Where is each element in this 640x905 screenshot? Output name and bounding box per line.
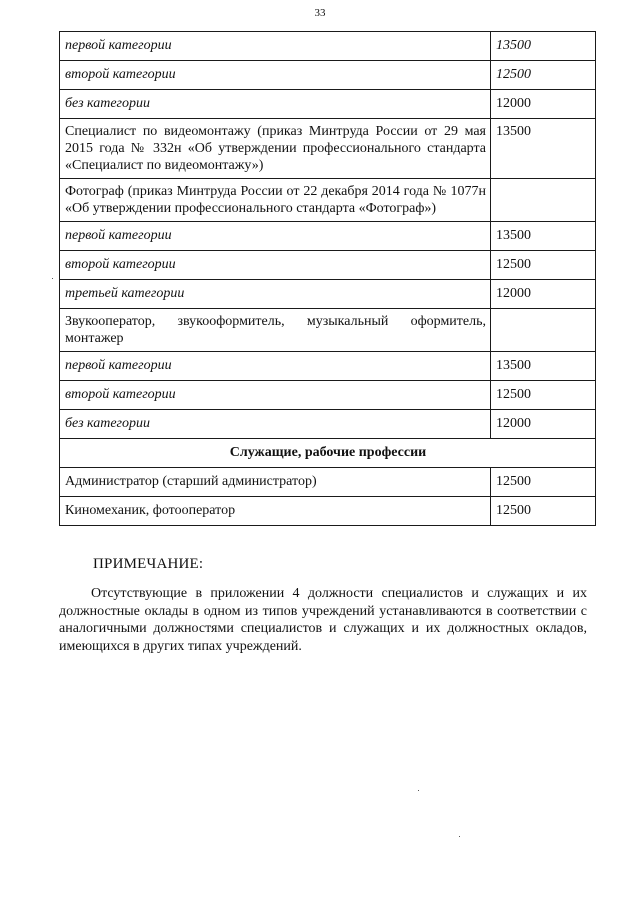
- section-row: [60, 439, 596, 468]
- salary-table-body: [60, 32, 596, 526]
- category-label: без категории: [60, 410, 491, 439]
- section-heading: Служащие, рабочие профессии: [60, 439, 596, 468]
- table-row: [60, 222, 596, 251]
- table-row: [60, 468, 596, 497]
- category-label: второй категории: [60, 61, 491, 90]
- position-name: Фотограф (приказ Минтруда России от 22 декабря 2014 года № 1077н «Об утверждении профессионального стандарта «Фотограф»): [60, 179, 491, 222]
- table-row: [60, 61, 596, 90]
- salary-value: 12500: [491, 251, 596, 280]
- table-row: [60, 179, 596, 222]
- salary-value: 13500: [491, 32, 596, 61]
- table-row: [60, 352, 596, 381]
- category-label: без категории: [60, 90, 491, 119]
- salary-value: 13500: [491, 119, 596, 179]
- salary-value: 12000: [491, 90, 596, 119]
- salary-value: 12000: [491, 410, 596, 439]
- category-label: второй категории: [60, 251, 491, 280]
- table-row: [60, 497, 596, 526]
- salary-value: [491, 309, 596, 352]
- page-number: 33: [314, 7, 326, 19]
- scan-speck: [459, 836, 460, 837]
- scan-speck: [52, 278, 53, 279]
- category-label: второй категории: [60, 381, 491, 410]
- table-row: [60, 251, 596, 280]
- position-name: Киномеханик, фотооператор: [60, 497, 491, 526]
- salary-value: 13500: [491, 352, 596, 381]
- table-row: [60, 32, 596, 61]
- salary-table: [59, 31, 596, 526]
- salary-value: 12000: [491, 280, 596, 309]
- scan-speck: [418, 790, 419, 791]
- table-row: [60, 119, 596, 179]
- note-text: Отсутствующие в приложении 4 должности специалистов и служащих и их должностные оклады в одном из типов учреждений устанавливаются в соответствии с аналогичными должностями специалистов и служащих и их должностных окладов, имеющихся в других типах учреждений.: [59, 586, 587, 654]
- table-row: [60, 90, 596, 119]
- category-label: первой категории: [60, 32, 491, 61]
- note-title: ПРИМЕЧАНИЕ:: [93, 556, 204, 572]
- table-row: [60, 410, 596, 439]
- salary-value: 13500: [491, 222, 596, 251]
- salary-value: 12500: [491, 381, 596, 410]
- salary-value: 12500: [491, 497, 596, 526]
- salary-value: 12500: [491, 61, 596, 90]
- position-name: Специалист по видеомонтажу (приказ Минтруда России от 29 мая 2015 года № 332н «Об утверждении профессионального стандарта «Специалист по видеомонтажу»): [60, 119, 491, 179]
- position-name: Звукооператор, звукооформитель, музыкальный оформитель, монтажер: [60, 309, 491, 352]
- salary-value: 12500: [491, 468, 596, 497]
- table-row: [60, 309, 596, 352]
- category-label: первой категории: [60, 352, 491, 381]
- category-label: первой категории: [60, 222, 491, 251]
- table-row: [60, 381, 596, 410]
- table-row: [60, 280, 596, 309]
- position-name: Администратор (старший администратор): [60, 468, 491, 497]
- salary-value: [491, 179, 596, 222]
- category-label: третьей категории: [60, 280, 491, 309]
